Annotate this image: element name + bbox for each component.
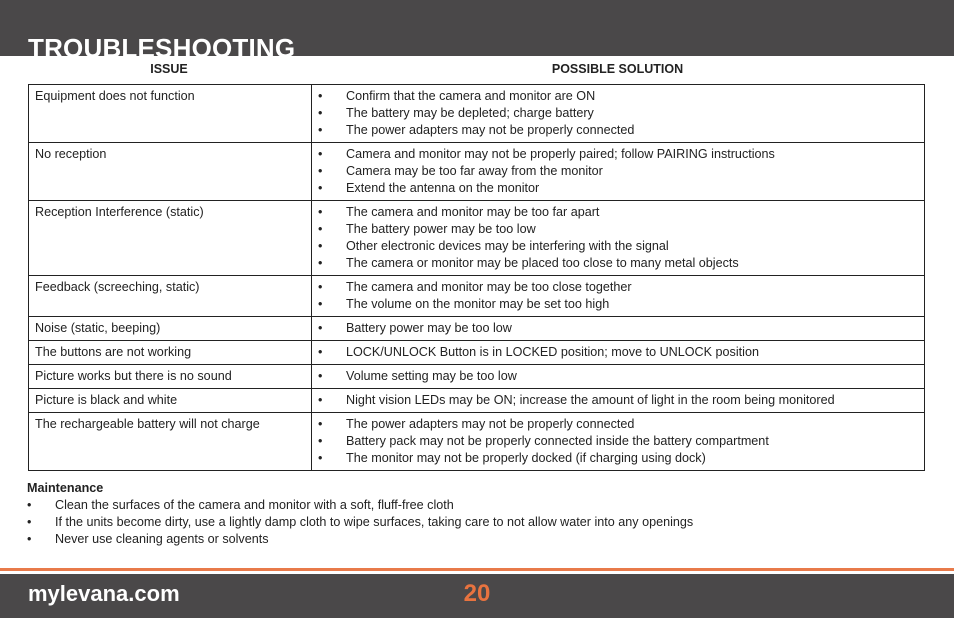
page-number: 20 [463, 580, 491, 607]
maintenance-item: • Clean the surfaces of the camera and monitor with a soft, fluff-free cloth [27, 497, 927, 514]
solution-item: • Camera and monitor may not be properly paired; follow PAIRING instructions [318, 146, 918, 163]
table-row [29, 143, 925, 201]
table-row [29, 365, 925, 389]
page-title: TROUBLESHOOTING [28, 33, 296, 56]
maintenance-section [27, 480, 927, 548]
troubleshooting-table [28, 84, 925, 471]
issue-cell: Equipment does not function [29, 85, 312, 143]
solution-cell [312, 85, 925, 143]
solution-item: • Night vision LEDs may be ON; increase the amount of light in the room being monitored [318, 392, 918, 409]
table-row [29, 317, 925, 341]
solution-item: • The battery power may be too low [318, 221, 918, 238]
table-row [29, 276, 925, 317]
footer-accent-line [0, 568, 954, 571]
issue-cell: Reception Interference (static) [29, 201, 312, 276]
solution-cell [312, 201, 925, 276]
column-headers [28, 62, 925, 80]
column-header-issue: ISSUE [150, 62, 188, 76]
solution-list [318, 320, 918, 337]
footer-website: mylevana.com [28, 581, 180, 606]
solution-list [318, 88, 918, 139]
solution-item: • The camera or monitor may be placed too close to many metal objects [318, 255, 918, 272]
solution-item: • Camera may be too far away from the monitor [318, 163, 918, 180]
maintenance-title: Maintenance [27, 481, 104, 495]
solution-item: • LOCK/UNLOCK Button is in LOCKED position; move to UNLOCK position [318, 344, 918, 361]
solution-item: • Battery power may be too low [318, 320, 918, 337]
issue-cell: Picture is black and white [29, 389, 312, 413]
solution-list [318, 279, 918, 313]
solution-item: • The battery may be depleted; charge battery [318, 105, 918, 122]
maintenance-item: • If the units become dirty, use a lightly damp cloth to wipe surfaces, taking care to not allow water into any openings [27, 514, 927, 531]
solution-item: • The monitor may not be properly docked (if charging using dock) [318, 450, 918, 467]
solution-cell [312, 341, 925, 365]
issue-cell: The rechargeable battery will not charge [29, 413, 312, 471]
solution-cell [312, 276, 925, 317]
solution-item: • Confirm that the camera and monitor are ON [318, 88, 918, 105]
column-header-solution: POSSIBLE SOLUTION [551, 62, 684, 76]
solution-item: • Battery pack may not be properly connected inside the battery compartment [318, 433, 918, 450]
solution-cell [312, 413, 925, 471]
solution-cell [312, 389, 925, 413]
solution-cell [312, 365, 925, 389]
table-row [29, 389, 925, 413]
solution-list [318, 392, 918, 409]
maintenance-list [27, 497, 927, 548]
maintenance-item: • Never use cleaning agents or solvents [27, 531, 927, 548]
solution-list [318, 368, 918, 385]
issue-cell: Feedback (screeching, static) [29, 276, 312, 317]
table-row [29, 413, 925, 471]
table-row [29, 85, 925, 143]
solution-item: • The power adapters may not be properly connected [318, 122, 918, 139]
solution-cell [312, 317, 925, 341]
issue-cell: The buttons are not working [29, 341, 312, 365]
issue-cell: Noise (static, beeping) [29, 317, 312, 341]
solution-item: • Extend the antenna on the monitor [318, 180, 918, 197]
table-row [29, 341, 925, 365]
issue-cell: Picture works but there is no sound [29, 365, 312, 389]
solution-item: • The power adapters may not be properly connected [318, 416, 918, 433]
solution-list [318, 204, 918, 272]
solution-item: • The camera and monitor may be too far apart [318, 204, 918, 221]
solution-list [318, 344, 918, 361]
issue-cell: No reception [29, 143, 312, 201]
solution-item: • Other electronic devices may be interfering with the signal [318, 238, 918, 255]
solution-list [318, 416, 918, 467]
solution-item: • The camera and monitor may be too close together [318, 279, 918, 296]
solution-item: • The volume on the monitor may be set too high [318, 296, 918, 313]
solution-cell [312, 143, 925, 201]
solution-item: • Volume setting may be too low [318, 368, 918, 385]
table-row [29, 201, 925, 276]
solution-list [318, 146, 918, 197]
